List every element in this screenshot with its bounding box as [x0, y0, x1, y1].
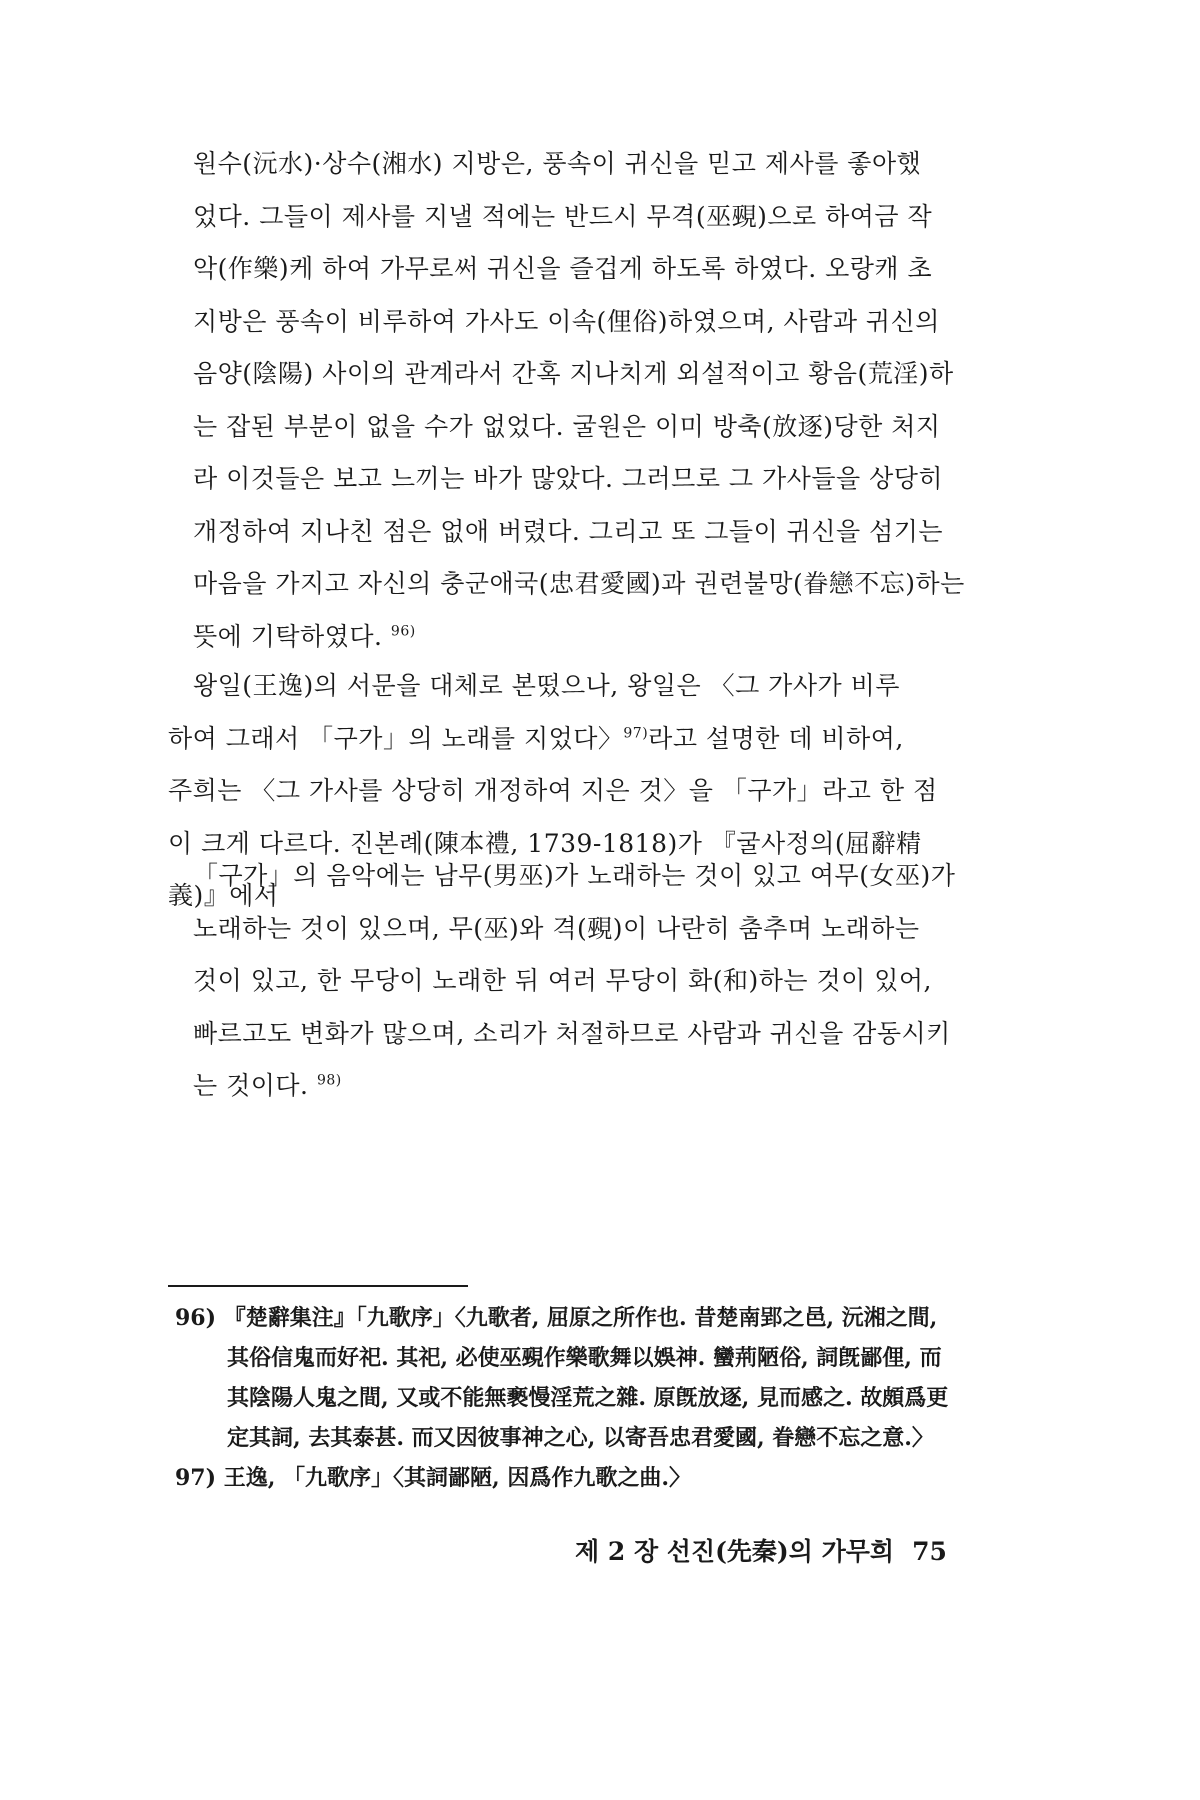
text-fragment: 라고 설명한 데 비하여, [648, 723, 904, 753]
footnote-text: 定其詞, 去其泰甚. 而又因彼事神之心, 以寄吾忠君愛國, 眷戀不忘之意.〉 [227, 1425, 934, 1451]
footnote-text: 其陰陽人鬼之間, 又或不能無褻慢淫荒之雜. 原旣放逐, 見而感之. 故頗爲更 [227, 1385, 949, 1411]
footnote-text: 其俗信鬼而好祀. 其祀, 必使巫覡作樂歌舞以娛神. 蠻荊陋俗, 詞旣鄙俚, 而 [227, 1345, 942, 1371]
text-line: 지방은 풍속이 비루하여 가사도 이속(俚俗)하였으며, 사람과 귀신의 [193, 306, 940, 336]
text-line: 는 잡된 부분이 없을 수가 없었다. 굴원은 이미 방축(放逐)당한 처지 [193, 411, 941, 441]
text-line: 이 크게 다르다. 진본례(陳本禮, 1739-1818)가 『굴사정의(屈辭精 [168, 828, 922, 858]
footnotes [175, 1298, 948, 1498]
text-line: 왕일(王逸)의 서문을 대체로 본떴으나, 왕일은 〈그 가사가 비루 [193, 671, 900, 700]
text-line: 개정하여 지나친 점은 없애 버렸다. 그리고 또 그들이 귀신을 섬기는 [193, 516, 944, 546]
footnote-text: 『楚辭集注』「九歌序」〈九歌者, 屈原之所作也. 昔楚南郢之邑, 沅湘之間, [223, 1305, 938, 1331]
footnote-number: 97) [175, 1465, 217, 1491]
running-footer [575, 1535, 947, 1569]
text-line [193, 611, 965, 664]
footnote-ref-96: 96) [390, 623, 416, 640]
text-line [168, 713, 938, 766]
quote-paragraph [193, 850, 955, 1113]
text-line-content: 뜻에 기탁하였다. [193, 621, 383, 651]
text-line: 악(作樂)케 하여 가무로써 귀신을 즐겁게 하도록 하였다. 오랑캐 초 [193, 254, 933, 283]
text-line: 라 이것들은 보고 느끼는 바가 많았다. 그러므로 그 가사들을 상당히 [193, 464, 944, 493]
footnote-ref-97: 97) [623, 725, 649, 742]
footnote-number: 96) [175, 1305, 217, 1331]
text-line-content: 는 것이다. [193, 1071, 309, 1100]
footnote-divider [168, 1285, 468, 1287]
text-line: 義)』에서 [168, 881, 279, 910]
text-line: 「구가」의 음악에는 남무(男巫)가 노래하는 것이 있고 여무(女巫)가 [193, 861, 956, 890]
text-line: 원수(沅水)·상수(湘水) 지방은, 풍속이 귀신을 믿고 제사를 좋아했 [193, 149, 922, 178]
text-line: 것이 있고, 한 무당이 노래한 뒤 여러 무당이 화(和)하는 것이 있어, [193, 966, 932, 995]
text-line: 노래하는 것이 있으며, 무(巫)와 격(覡)이 나란히 춤추며 노래하는 [193, 913, 920, 943]
text-line [193, 1060, 955, 1113]
text-line: 주희는 〈그 가사를 상당히 개정하여 지은 것〉을 「구가」라고 한 점 [168, 776, 938, 805]
footnote-ref-98: 98) [316, 1072, 342, 1089]
main-paragraph [193, 138, 965, 663]
text-line: 었다. 그들이 제사를 지낼 적에는 반드시 무격(巫覡)으로 하여금 작 [193, 201, 933, 231]
footnote-97 [175, 1458, 948, 1498]
chapter-title: 제 2 장 선진(先秦)의 가무희 [575, 1537, 895, 1566]
text-line: 음양(陰陽) 사이의 관계라서 간혹 지나치게 외설적이고 황음(荒淫)하 [193, 359, 954, 388]
text-line: 마음을 가지고 자신의 충군애국(忠君愛國)과 권련불망(眷戀不忘)하는 [193, 569, 965, 598]
footnote-text: 王逸, 「九歌序」〈其詞鄙陋, 因爲作九歌之曲.〉 [223, 1465, 692, 1491]
page-number: 75 [912, 1537, 947, 1566]
footnote-96 [175, 1298, 948, 1338]
text-line: 빠르고도 변화가 많으며, 소리가 처절하므로 사람과 귀신을 감동시키 [193, 1018, 951, 1048]
text-fragment: 하여 그래서 「구가」의 노래를 지었다〉 [168, 723, 624, 753]
